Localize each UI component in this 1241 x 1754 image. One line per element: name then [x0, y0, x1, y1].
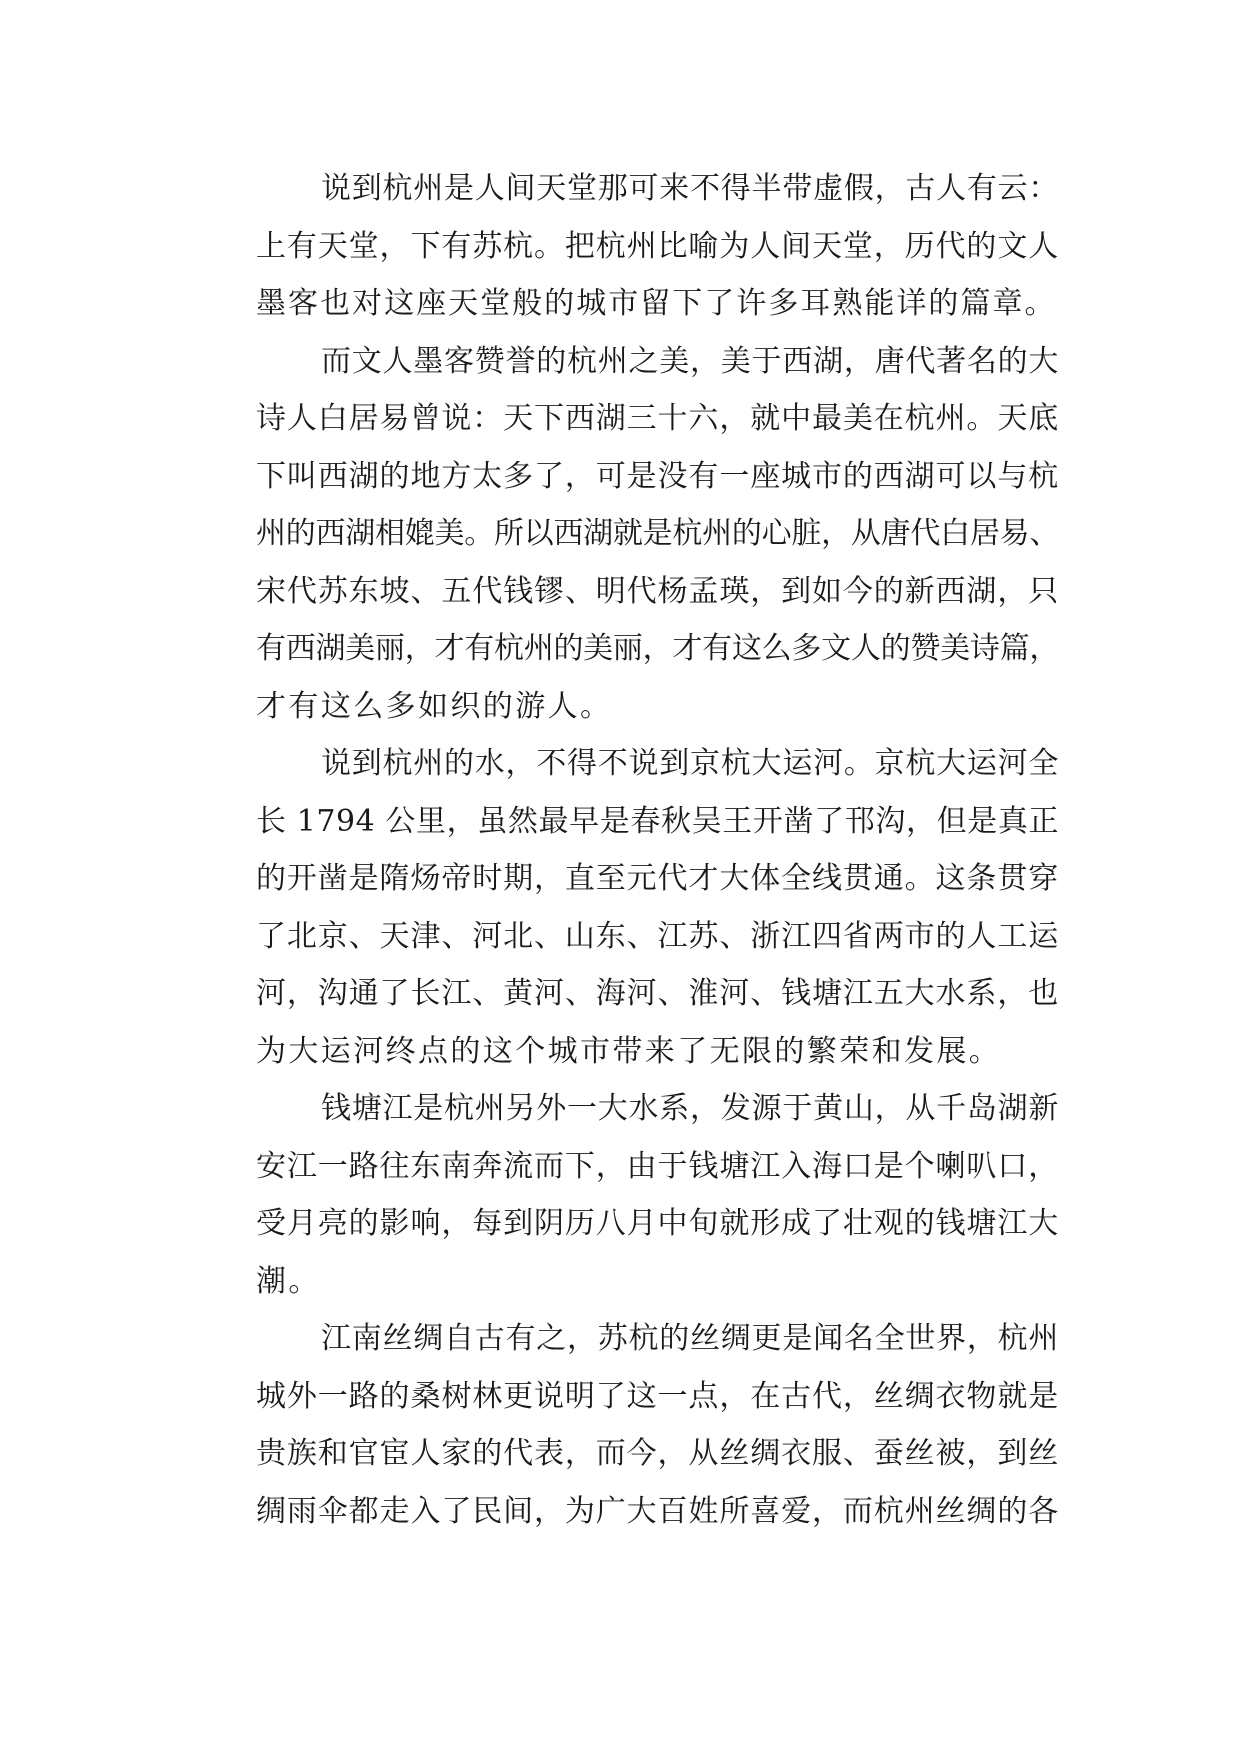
- text-line: 受月亮的影响，每到阴历八月中旬就形成了壮观的钱塘江大: [256, 1206, 1059, 1241]
- text-line: 说到杭州的水，不得不说到京杭大运河。京杭大运河全: [321, 746, 1059, 781]
- text-line: 州的西湖相媲美。所以西湖就是杭州的心脏，从唐代白居易、: [256, 516, 1059, 551]
- text-line: 宋代苏东坡、五代钱镠、明代杨孟瑛，到如今的新西湖，只: [256, 573, 1059, 609]
- text-line: 诗人白居易曾说：天下西湖三十六，就中最美在杭州。天底: [256, 401, 1059, 436]
- text-line: 钱塘江是杭州另外一大水系，发源于黄山，从千岛湖新: [321, 1091, 1059, 1126]
- text-line: 绸雨伞都走入了民间，为广大百姓所喜爱，而杭州丝绸的各: [256, 1493, 1059, 1529]
- paragraph-2: [191, 333, 1059, 736]
- text-line: 说到杭州是人间天堂那可来不得半带虚假，古人有云：: [321, 171, 1059, 206]
- paragraph-1: [191, 160, 1059, 333]
- text-line: 了北京、天津、河北、山东、江苏、浙江四省两市的人工运: [256, 918, 1059, 954]
- text-line: 下叫西湖的地方太多了，可是没有一座城市的西湖可以与杭: [256, 458, 1059, 494]
- text-line: 潮。: [256, 1263, 321, 1299]
- text-line: 贵族和官宦人家的代表，而今，从丝绸衣服、蚕丝被，到丝: [256, 1436, 1059, 1471]
- text-line: 的开凿是隋炀帝时期，直至元代才大体全线贯通。这条贯穿: [256, 861, 1059, 896]
- paragraph-5: [191, 1310, 1059, 1540]
- text-line: 墨客也对这座天堂般的城市留下了许多耳熟能详的篇章。: [256, 286, 1057, 321]
- text-line: 上有天堂，下有苏杭。把杭州比喻为人间天堂，历代的文人: [256, 228, 1059, 264]
- text-line: 而文人墨客赞誉的杭州之美，美于西湖，唐代著名的大: [321, 343, 1059, 379]
- paragraph-3: [191, 735, 1059, 1080]
- document-body: [191, 160, 1059, 1540]
- text-line: 河，沟通了长江、黄河、海河、淮河、钱塘江五大水系，也: [256, 976, 1059, 1011]
- text-line: 城外一路的桑树林更说明了这一点，在古代，丝绸衣物就是: [256, 1378, 1059, 1414]
- text-line: 才有这么多如织的游人。: [256, 688, 613, 724]
- text-line: 有西湖美丽，才有杭州的美丽，才有这么多文人的赞美诗篇，: [256, 631, 1059, 666]
- text-line: 长 1794 公里，虽然最早是春秋吴王开凿了邗沟，但是真正: [256, 803, 1059, 839]
- text-line: 安江一路往东南奔流而下，由于钱塘江入海口是个喇叭口，: [256, 1148, 1059, 1184]
- text-line: 江南丝绸自古有之，苏杭的丝绸更是闻名全世界，杭州: [321, 1321, 1059, 1356]
- paragraph-4: [191, 1080, 1059, 1310]
- text-line: 为大运河终点的这个城市带来了无限的繁荣和发展。: [256, 1033, 1002, 1069]
